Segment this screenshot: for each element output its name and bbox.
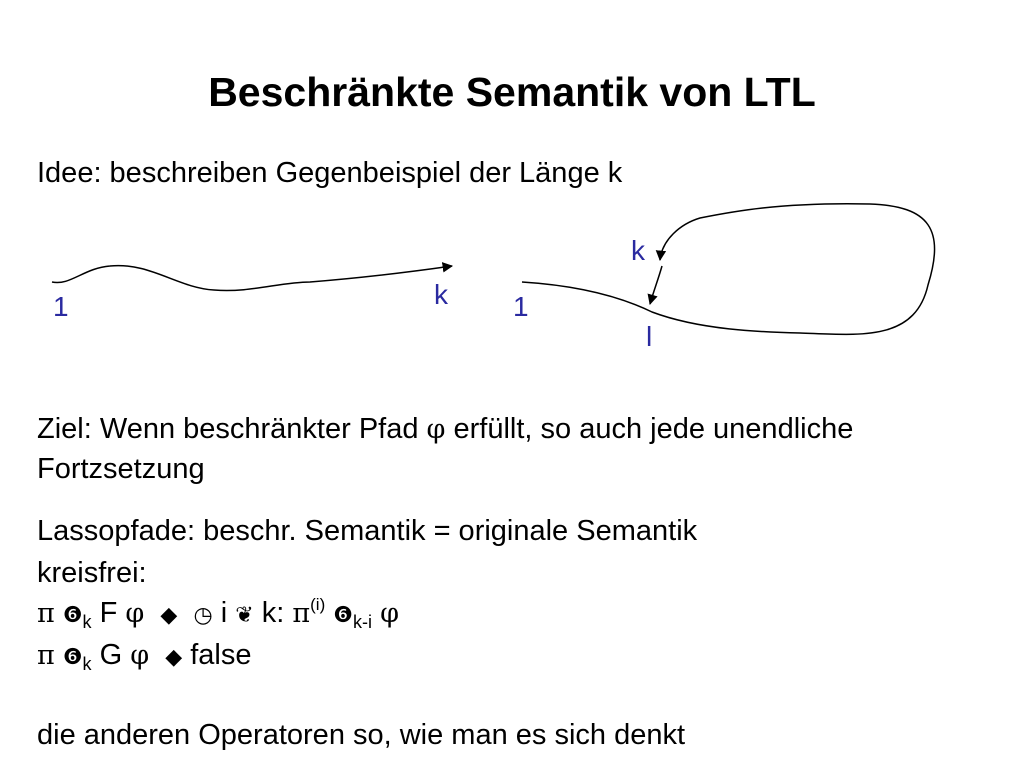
i-superscript: (i) [310, 595, 326, 614]
finite-path-start-label: 1 [53, 291, 69, 322]
models-symbol: ❻ [62, 645, 83, 670]
lasso-l-label: l [646, 321, 653, 352]
iff-symbol: ◆ [160, 603, 178, 628]
false-constant: false [190, 639, 252, 671]
path-diagram [0, 190, 1024, 360]
k-minus-i-subscript: k-i [353, 612, 373, 632]
k-colon: k: [261, 597, 285, 629]
others-text: die anderen Operatoren so, wie man es sich denkt [37, 719, 686, 751]
idea-text: Idee: beschreiben Gegenbeispiel der Länge k [37, 157, 623, 189]
goal-text-part1: Ziel: Wenn beschränkter Pfad [37, 413, 427, 445]
k-subscript: k [82, 612, 92, 632]
index-i: i [220, 597, 228, 629]
k-subscript: k [82, 654, 92, 674]
phi-symbol: φ [130, 640, 150, 671]
finite-path-end-label: k [434, 279, 448, 310]
formula-globally [37, 638, 252, 675]
lasso-start-label: 1 [513, 291, 529, 322]
exists-symbol: ◷ [193, 603, 213, 628]
iff-symbol: ◆ [165, 645, 183, 670]
lasso-path-curve [522, 204, 935, 335]
globally-operator: G [99, 639, 123, 671]
slide-title: Beschränkte Semantik von LTL [208, 69, 816, 115]
phi-symbol: φ [125, 598, 145, 629]
phi-symbol: φ [380, 598, 399, 629]
goal-line-2: Fortzsetzung [37, 453, 205, 485]
goal-line-1 [37, 412, 853, 447]
kreisfrei-text: kreisfrei: [37, 557, 147, 589]
lasso-k-label: k [631, 235, 645, 266]
finite-path-curve [52, 266, 452, 291]
models-symbol: ❻ [62, 603, 83, 628]
lasso-text: Lassopfade: beschr. Semantik = originale Semantik [37, 515, 698, 547]
leq-symbol: ❦ [235, 603, 254, 628]
pi-symbol: π [292, 598, 311, 629]
goal-text-part2: erfüllt, so auch jede unendliche [445, 413, 854, 445]
pi-symbol: π [37, 640, 55, 671]
loop-back-arrow [650, 266, 662, 304]
phi-symbol: φ [426, 414, 446, 445]
finally-operator: F [99, 597, 118, 629]
formula-finally [37, 596, 399, 633]
models-symbol: ❻ [333, 603, 354, 628]
pi-symbol: π [37, 598, 55, 629]
